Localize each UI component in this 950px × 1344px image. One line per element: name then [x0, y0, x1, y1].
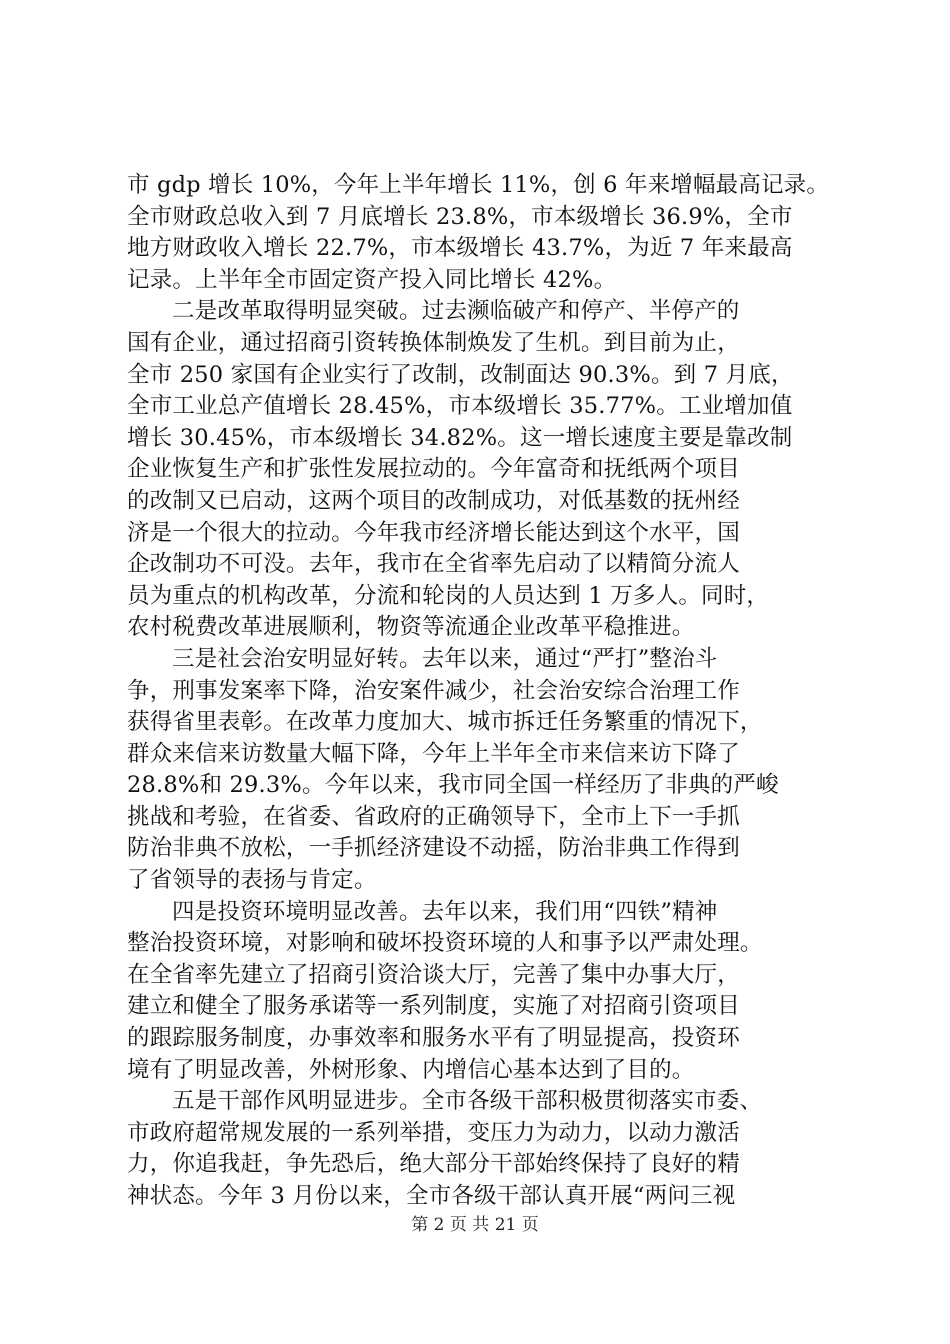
text-line: 济是一个很大的拉动。今年我市经济增长能达到这个水平，国	[127, 519, 740, 546]
text-line: 企业恢复生产和扩张性发展拉动的。今年富奇和抚纸两个项目	[127, 456, 740, 483]
text-line: 全市财政总收入到 7 月底增长 23.8%，市本级增长 36.9%，全市	[127, 203, 793, 230]
text-line: 神状态。今年 3 月份以来，全市各级干部认真开展“两问三视	[127, 1183, 736, 1209]
text-line: 群众来信来访数量大幅下降，今年上半年全市来信来访下降了	[127, 740, 740, 767]
text-line: 建立和健全了服务承诺等一系列制度，实施了对招商引资项目	[127, 993, 740, 1020]
text-line: 员为重点的机构改革，分流和轮岗的人员达到 1 万多人。同时，	[127, 582, 770, 609]
text-line: 的改制又已启动，这两个项目的改制成功，对低基数的抚州经	[127, 487, 740, 514]
text-line: 记录。上半年全市固定资产投入同比增长 42%。	[127, 266, 617, 293]
text-line: 全市 250 家国有企业实行了改制，改制面达 90.3%。到 7 月底，	[127, 361, 794, 388]
text-line: 二是改革取得明显突破。过去濒临破产和停产、半停产的	[172, 298, 740, 325]
text-line: 农村税费改革进展顺利，物资等流通企业改革平稳推进。	[127, 614, 695, 641]
text-line: 在全省率先建立了招商引资洽谈大厅，完善了集中办事大厅，	[127, 961, 740, 988]
text-line: 挑战和考验，在省委、省政府的正确领导下，全市上下一手抓	[127, 803, 740, 830]
text-line: 防治非典不放松，一手抓经济建设不动摇，防治非典工作得到	[127, 835, 740, 862]
text-line: 力，你追我赶，争先恐后，绝大部分干部始终保持了良好的精	[127, 1151, 740, 1178]
text-line: 市 gdp 增长 10%，今年上半年增长 11%，创 6 年来增幅最高记录。	[127, 172, 829, 198]
text-line: 全市工业总产值增长 28.45%，市本级增长 35.77%。工业增加值	[127, 393, 793, 420]
text-line: 的跟踪服务制度，办事效率和服务水平有了明显提高，投资环	[127, 1025, 740, 1052]
text-line: 国有企业，通过招商引资转换体制焕发了生机。到目前为止，	[127, 329, 740, 356]
text-line: 四是投资环境明显改善。去年以来，我们用“四铁”精神	[172, 898, 718, 925]
text-line: 争，刑事发案率下降，治安案件减少，社会治安综合治理工作	[127, 677, 740, 704]
text-line: 了省领导的表扬与肯定。	[127, 867, 377, 894]
text-line: 地方财政收入增长 22.7%，市本级增长 43.7%，为近 7 年来最高	[127, 235, 793, 262]
text-line: 五是干部作风明显进步。全市各级干部积极贯彻落实市委、	[172, 1088, 763, 1115]
text-line: 增长 30.45%，市本级增长 34.82%。这一增长速度主要是靠改制	[127, 424, 793, 451]
text-line: 整治投资环境，对影响和破坏投资环境的人和事予以严肃处理。	[127, 930, 763, 957]
text-line: 三是社会治安明显好转。去年以来，通过“严打”整治斗	[172, 645, 718, 672]
document-body	[127, 170, 829, 1213]
text-line: 市政府超常规发展的一系列举措，变压力为动力，以动力激活	[127, 1119, 740, 1146]
text-line: 28.8%和 29.3%。今年以来，我市同全国一样经历了非典的严峻	[127, 772, 779, 799]
text-line: 企改制功不可没。去年，我市在全省率先启动了以精简分流人	[127, 551, 740, 578]
page-footer: 第 2 页 共 21 页	[411, 1215, 539, 1235]
body-paragraphs	[127, 170, 829, 1213]
text-line: 获得省里表彰。在改革力度加大、城市拆迁任务繁重的情况下，	[127, 709, 763, 736]
text-line: 境有了明显改善，外树形象、内增信心基本达到了目的。	[127, 1056, 695, 1083]
